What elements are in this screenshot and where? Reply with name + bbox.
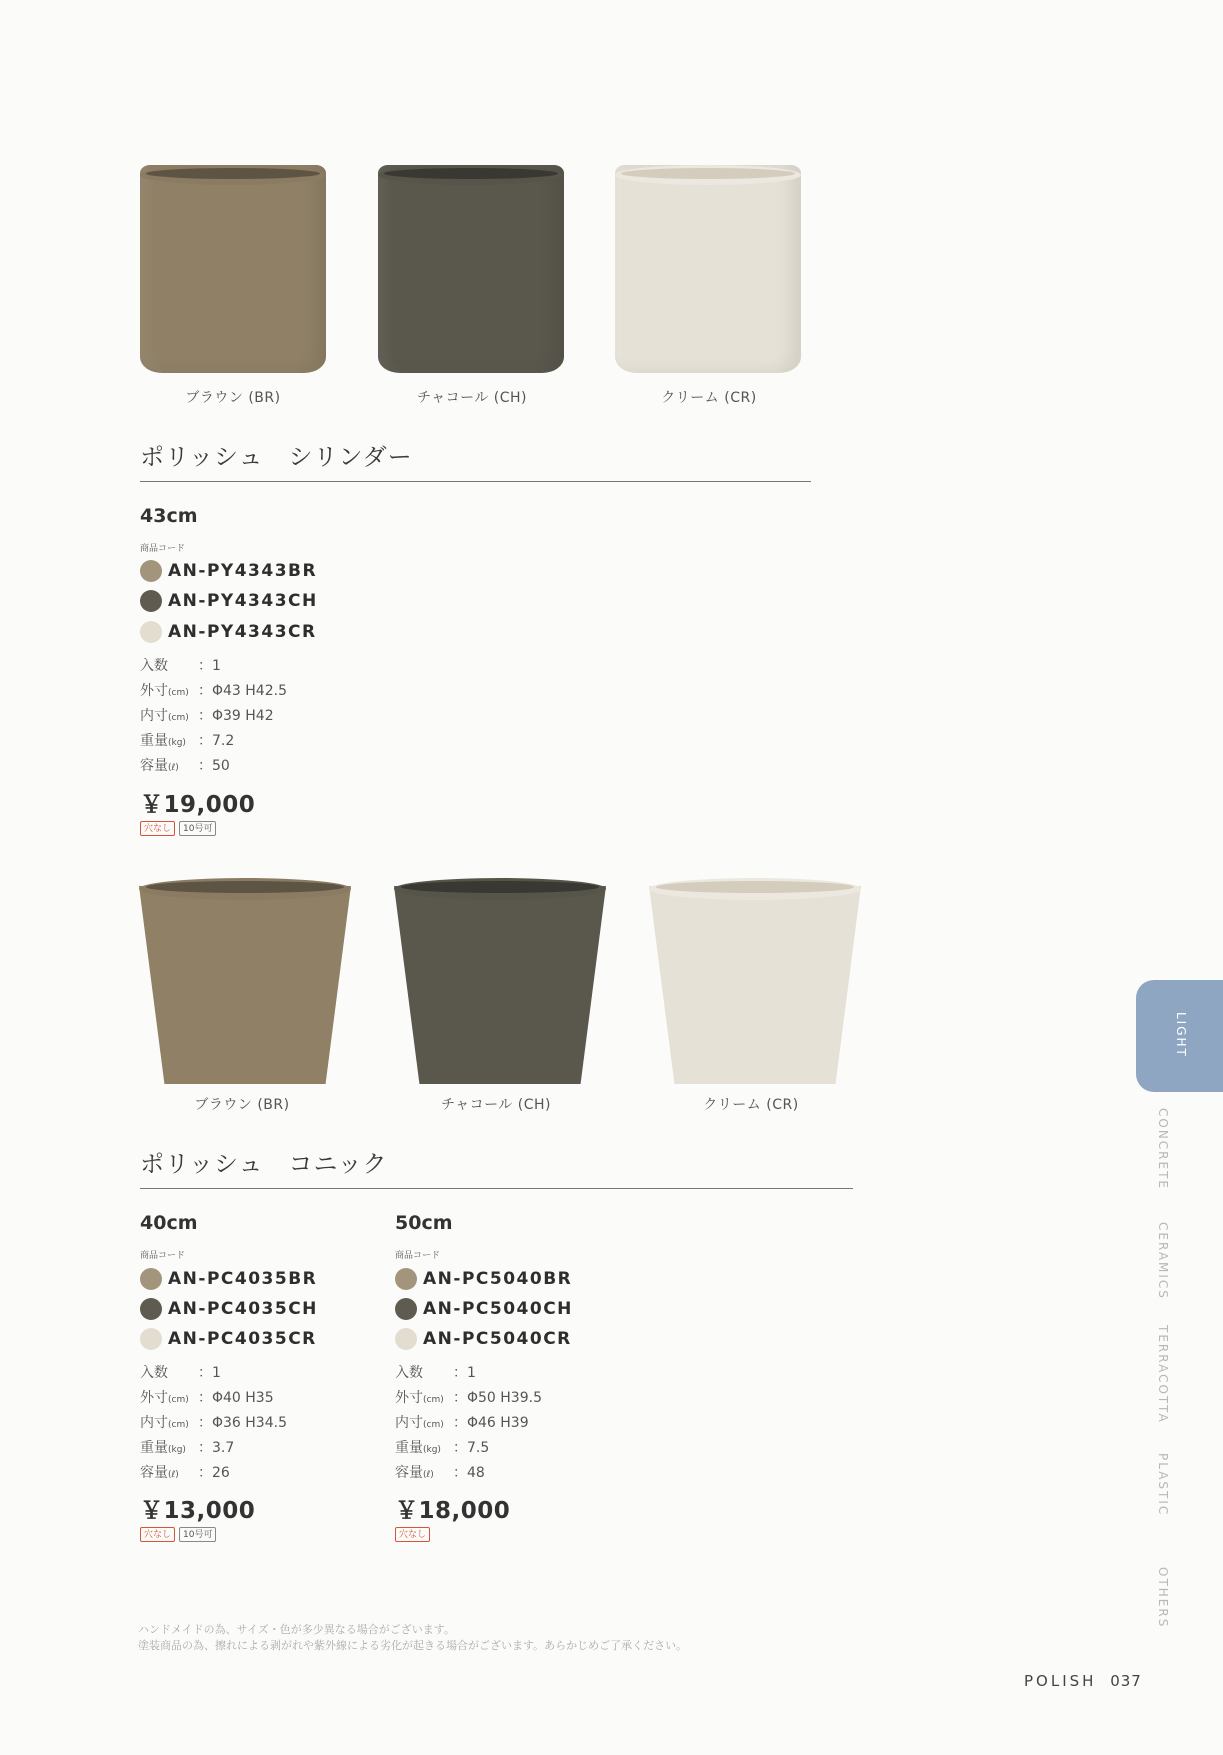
spec-value: ：Φ43 H42.5 <box>198 683 287 699</box>
spec-key: 入数 <box>395 1365 423 1381</box>
product-code: AN-PC4035CH <box>168 1299 318 1319</box>
spec-value: ：Φ39 H42 <box>198 708 274 724</box>
color-swatch-charcoal <box>395 1298 417 1320</box>
category-tab-light[interactable] <box>1136 980 1223 1092</box>
spec-value: ：7.2 <box>198 733 235 749</box>
spec-value: ：1 <box>198 1365 221 1381</box>
product-title-cylinder: ポリッシュ シリンダー <box>140 443 413 471</box>
spec-key: 容量(ℓ) <box>140 758 179 774</box>
pot-size-badge: 10号可 <box>179 821 216 836</box>
color-swatch-brown <box>140 560 162 582</box>
spec-key: 内寸(cm) <box>140 708 189 724</box>
product-code: AN-PY4343CR <box>168 622 317 642</box>
product-code-row-cream <box>395 1326 572 1352</box>
spec-value: ：48 <box>453 1465 485 1481</box>
color-swatch-charcoal <box>140 1298 162 1320</box>
color-caption-charcoal: チャコール (CH) <box>441 1097 551 1113</box>
spec-row <box>395 1437 542 1462</box>
color-swatch-brown <box>140 1268 162 1290</box>
color-caption-brown: ブラウン (BR) <box>185 390 281 406</box>
product-code: AN-PC4035BR <box>168 1269 318 1289</box>
note-line: 塗装商品の為、擦れによる剥がれや紫外線による劣化が起きる場合がございます。あらかじめご了承ください。 <box>138 1639 688 1652</box>
spec-key: 容量(ℓ) <box>395 1465 434 1481</box>
spec-key: 内寸(cm) <box>140 1415 189 1431</box>
spec-row <box>395 1387 542 1412</box>
category-tab-terracotta[interactable]: TERRACOTTA <box>1156 1325 1170 1424</box>
color-swatch-charcoal <box>140 590 162 612</box>
no-hole-badge: 穴なし <box>140 1527 175 1542</box>
spec-row <box>140 705 287 730</box>
spec-value: ：Φ46 H39 <box>453 1415 529 1431</box>
no-hole-badge: 穴なし <box>140 821 175 836</box>
spec-value: ：7.5 <box>453 1440 490 1456</box>
product-code: AN-PC5040CH <box>423 1299 573 1319</box>
spec-key: 入数 <box>140 1365 168 1381</box>
spec-row <box>140 755 287 780</box>
spec-key: 入数 <box>140 658 168 674</box>
color-swatch-cream <box>140 621 162 643</box>
spec-row <box>140 1462 287 1487</box>
spec-key: 内寸(cm) <box>395 1415 444 1431</box>
series-name: POLISH <box>1024 1672 1097 1690</box>
spec-row <box>140 1387 287 1412</box>
product-code: AN-PC5040CR <box>423 1329 572 1349</box>
title-divider <box>140 1188 853 1189</box>
spec-list <box>395 1362 542 1487</box>
category-tab-concrete[interactable]: CONCRETE <box>1156 1108 1170 1191</box>
badge-group <box>140 1527 216 1542</box>
pot-image-conic-cream <box>649 878 861 1086</box>
product-code-row-brown <box>395 1266 572 1292</box>
product-code-row-cream <box>140 619 317 645</box>
product-code: AN-PC4035CR <box>168 1329 317 1349</box>
product-code-row-charcoal <box>395 1296 573 1322</box>
product-code-row-cream <box>140 1326 317 1352</box>
product-code: AN-PY4343BR <box>168 561 318 581</box>
color-caption-brown: ブラウン (BR) <box>194 1097 290 1113</box>
spec-key: 重量(kg) <box>140 733 186 749</box>
product-code-row-brown <box>140 558 317 584</box>
size-label: 50cm <box>395 1212 453 1234</box>
spec-row <box>140 730 287 755</box>
spec-value: ：50 <box>198 758 230 774</box>
no-hole-badge: 穴なし <box>395 1527 430 1542</box>
product-code: AN-PY4343CH <box>168 591 318 611</box>
price: ￥19,000 <box>140 792 256 818</box>
spec-value: ：Φ50 H39.5 <box>453 1390 542 1406</box>
spec-value: ：Φ40 H35 <box>198 1390 274 1406</box>
spec-row <box>140 655 287 680</box>
category-tab-ceramics[interactable]: CERAMICS <box>1156 1222 1170 1300</box>
badge-group <box>140 821 216 836</box>
category-tab-plastic[interactable]: PLASTIC <box>1156 1453 1170 1517</box>
pot-image-cylinder-cream <box>615 165 801 373</box>
product-code-row-charcoal <box>140 588 318 614</box>
spec-key: 重量(kg) <box>395 1440 441 1456</box>
pot-image-conic-charcoal <box>394 878 606 1086</box>
color-swatch-cream <box>140 1328 162 1350</box>
page-footer <box>1024 1672 1142 1690</box>
spec-key: 外寸(cm) <box>140 683 189 699</box>
spec-row <box>395 1462 542 1487</box>
spec-row <box>140 1437 287 1462</box>
spec-row <box>140 1412 287 1437</box>
color-swatch-brown <box>395 1268 417 1290</box>
color-caption-cream: クリーム (CR) <box>703 1097 799 1113</box>
spec-key: 外寸(cm) <box>395 1390 444 1406</box>
product-code-row-brown <box>140 1266 317 1292</box>
color-caption-cream: クリーム (CR) <box>661 390 757 406</box>
size-label: 40cm <box>140 1212 198 1234</box>
pot-image-conic-brown <box>139 878 351 1086</box>
color-caption-charcoal: チャコール (CH) <box>417 390 527 406</box>
product-title-conic: ポリッシュ コニック <box>140 1150 388 1178</box>
product-code-label: 商品コード <box>140 1251 186 1261</box>
disclaimer-notes <box>138 1622 687 1654</box>
price: ￥13,000 <box>140 1498 256 1524</box>
spec-value: ：Φ36 H34.5 <box>198 1415 287 1431</box>
product-code-label: 商品コード <box>140 544 186 554</box>
note-line: ハンドメイドの為、サイズ・色が多少異なる場合がございます。 <box>138 1623 455 1636</box>
spec-list <box>140 655 287 780</box>
product-code: AN-PC5040BR <box>423 1269 573 1289</box>
title-divider <box>140 481 811 482</box>
spec-key: 外寸(cm) <box>140 1390 189 1406</box>
category-tab-others[interactable]: OTHERS <box>1156 1567 1170 1629</box>
color-swatch-cream <box>395 1328 417 1350</box>
spec-value: ：3.7 <box>198 1440 235 1456</box>
product-code-row-charcoal <box>140 1296 318 1322</box>
category-tab-label: LIGHT <box>1174 1012 1188 1058</box>
spec-row <box>395 1362 542 1387</box>
spec-value: ：1 <box>198 658 221 674</box>
pot-image-cylinder-charcoal <box>378 165 564 373</box>
spec-value: ：1 <box>453 1365 476 1381</box>
badge-group <box>395 1527 430 1542</box>
price: ￥18,000 <box>395 1498 511 1524</box>
product-code-label: 商品コード <box>395 1251 441 1261</box>
spec-key: 重量(kg) <box>140 1440 186 1456</box>
spec-list <box>140 1362 287 1487</box>
spec-key: 容量(ℓ) <box>140 1465 179 1481</box>
spec-row <box>140 680 287 705</box>
page-number: 037 <box>1110 1672 1142 1690</box>
pot-size-badge: 10号可 <box>179 1527 216 1542</box>
pot-image-cylinder-brown <box>140 165 326 373</box>
spec-value: ：26 <box>198 1465 230 1481</box>
size-label: 43cm <box>140 505 198 527</box>
spec-row <box>395 1412 542 1437</box>
spec-row <box>140 1362 287 1387</box>
